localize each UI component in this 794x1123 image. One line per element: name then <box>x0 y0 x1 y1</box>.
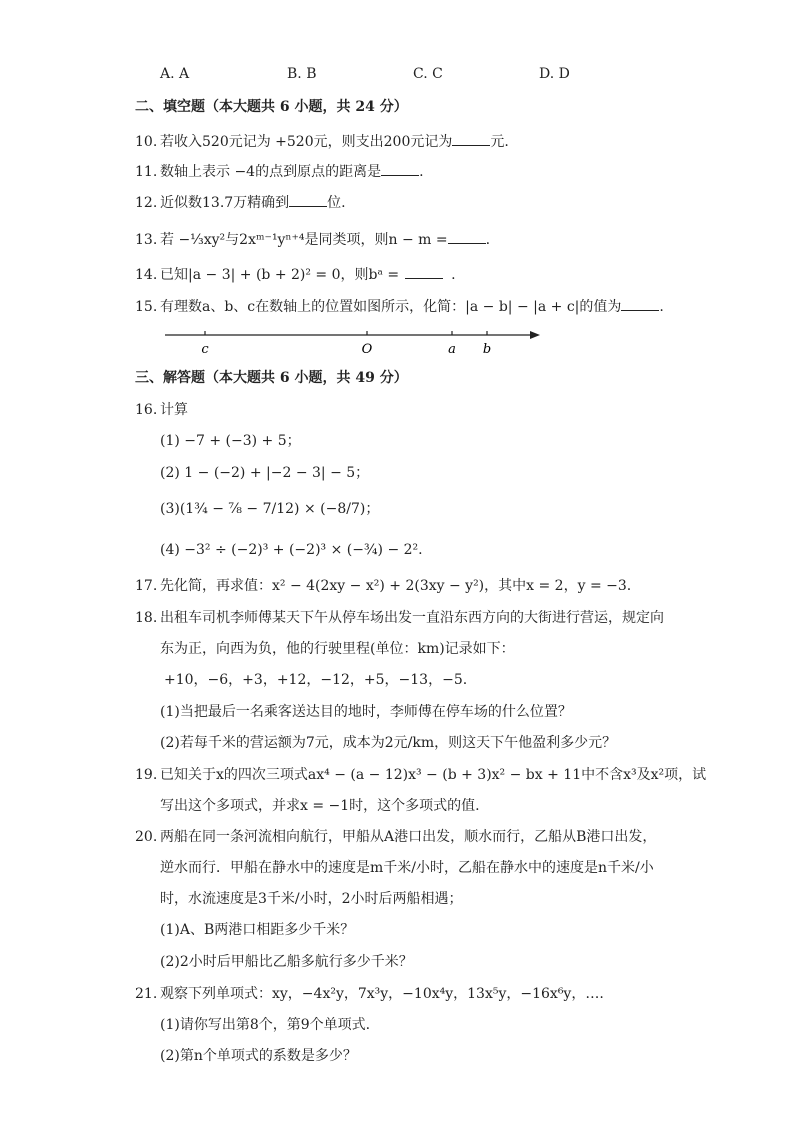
question-13 <box>135 229 490 250</box>
q19-line-2: 写出这个多项式，并求x = −1时，这个多项式的值. <box>160 798 480 814</box>
q18-line-2: 东为正，向西为负，他的行驶里程(单位：km)记录如下： <box>160 641 515 657</box>
q16-part-4: (4) −3² ÷ (−2)³ + (−2)³ × (−¾) − 2². <box>160 542 423 558</box>
question-text: 近似数13.7万精确到 <box>160 195 290 211</box>
q16-part-3: (3)(1¾ − ⅞ − 7/12) × (−8/7)； <box>160 501 380 517</box>
question-end: 位. <box>327 195 346 211</box>
question-number: 16. <box>135 402 158 418</box>
question-text: 有理数a、b、c在数轴上的位置如图所示，化简：|a − b| − |a + c|的值为 <box>160 299 622 315</box>
option-c: C. C <box>413 66 443 82</box>
question-10 <box>135 131 509 152</box>
question-19 <box>135 765 706 785</box>
question-20 <box>135 827 656 847</box>
question-text: 计算 <box>160 402 188 418</box>
question-11 <box>135 161 424 182</box>
number-line-arrow <box>530 331 540 339</box>
question-number: 21. <box>135 986 158 1002</box>
question-number: 15. <box>135 299 158 315</box>
question-number: 10. <box>135 134 158 150</box>
q16-part-1: (1) −7 + (−3) + 5； <box>160 433 301 449</box>
question-text: 先化简，再求值：x² − 4(2xy − x²) + 2(3xy − y²)，其中x = 2，y = −3. <box>160 578 632 594</box>
question-number: 19. <box>135 767 158 783</box>
question-number: 13. <box>135 232 158 248</box>
label-c: c <box>201 342 209 357</box>
q18-part-1: (1)当把最后一名乘客送达目的地时，李师傅在停车场的什么位置？ <box>160 704 572 720</box>
question-12 <box>135 192 346 213</box>
q20-line-3: 时，水流速度是3千米/小时，2小时后两船相遇； <box>160 891 463 907</box>
question-number: 12. <box>135 195 158 211</box>
question-number: 18. <box>135 610 158 626</box>
answer-blank <box>405 264 443 279</box>
question-text: 已知关于x的四次三项式ax⁴ − (a − 12)x³ − (b + 3)x² − bx + 11中不含x³及x²项，试 <box>160 767 707 783</box>
q21-part-2: (2)第n个单项式的系数是多少？ <box>160 1048 357 1064</box>
label-o: O <box>361 342 373 357</box>
q18-data: +10，−6，+3，+12，−12，+5，−13，−5. <box>164 672 468 688</box>
answer-blank <box>289 192 327 207</box>
question-18 <box>135 608 664 628</box>
question-end: . <box>485 232 491 248</box>
question-text: 若 −⅓xy²与2xᵐ⁻¹yⁿ⁺⁴是同类项，则n − m = <box>160 232 448 248</box>
answer-blank <box>621 296 659 311</box>
option-b: B. B <box>287 66 317 82</box>
answer-blank <box>381 161 419 176</box>
question-14 <box>135 264 456 285</box>
question-end: . <box>659 299 664 315</box>
q18-part-2: (2)若每千米的营运额为7元，成本为2元/km，则这天下午他盈利多少元？ <box>160 735 617 751</box>
question-21 <box>135 984 604 1004</box>
q16-part-2: (2) 1 − (−2) + |−2 − 3| − 5； <box>160 465 370 481</box>
section-3-title: 三、解答题（本大题共 6 小题，共 49 分） <box>135 370 408 386</box>
q21-part-1: (1)请你写出第8个，第9个单项式. <box>160 1017 371 1033</box>
question-text: 若收入520元记为 +520元，则支出200元记为 <box>160 134 453 150</box>
question-number: 11. <box>135 164 158 180</box>
question-text: 数轴上表示 −4的点到原点的距离是 <box>160 164 382 180</box>
answer-blank <box>452 131 490 146</box>
label-a: a <box>448 342 456 357</box>
option-a: A. A <box>160 66 190 82</box>
question-17 <box>135 576 631 596</box>
q20-part-1: (1)A、B两港口相距多少千米？ <box>160 922 355 938</box>
question-end: 元. <box>490 134 509 150</box>
option-d: D. D <box>539 66 570 82</box>
question-text: 两船在同一条河流相向航行，甲船从A港口出发，顺水而行，乙船从B港口出发， <box>160 829 657 845</box>
number-line-figure <box>160 326 550 358</box>
question-text: 已知|a − 3| + (b + 2)² = 0，则bᵃ = <box>160 267 400 283</box>
question-number: 14. <box>135 267 158 283</box>
question-15 <box>135 296 664 317</box>
q20-part-2: (2)2小时后甲船比乙船多航行多少千米？ <box>160 954 413 970</box>
q20-line-2: 逆水而行．甲船在静水中的速度是m千米/小时，乙船在静水中的速度是n千米/小 <box>160 860 654 876</box>
question-16 <box>135 400 188 420</box>
section-2-title: 二、填空题（本大题共 6 小题，共 24 分） <box>135 99 408 115</box>
question-text: 观察下列单项式：xy，−4x²y，7x³y，−10x⁴y，13x⁵y，−16x⁶y，…. <box>160 986 604 1002</box>
question-end: . <box>451 267 456 283</box>
question-end: . <box>419 164 424 180</box>
label-b: b <box>482 342 492 357</box>
question-number: 20. <box>135 829 158 845</box>
answer-blank <box>448 229 486 244</box>
question-text: 出租车司机李师傅某天下午从停车场出发一直沿东西方向的大街进行营运，规定向 <box>160 610 664 626</box>
question-number: 17. <box>135 578 158 594</box>
